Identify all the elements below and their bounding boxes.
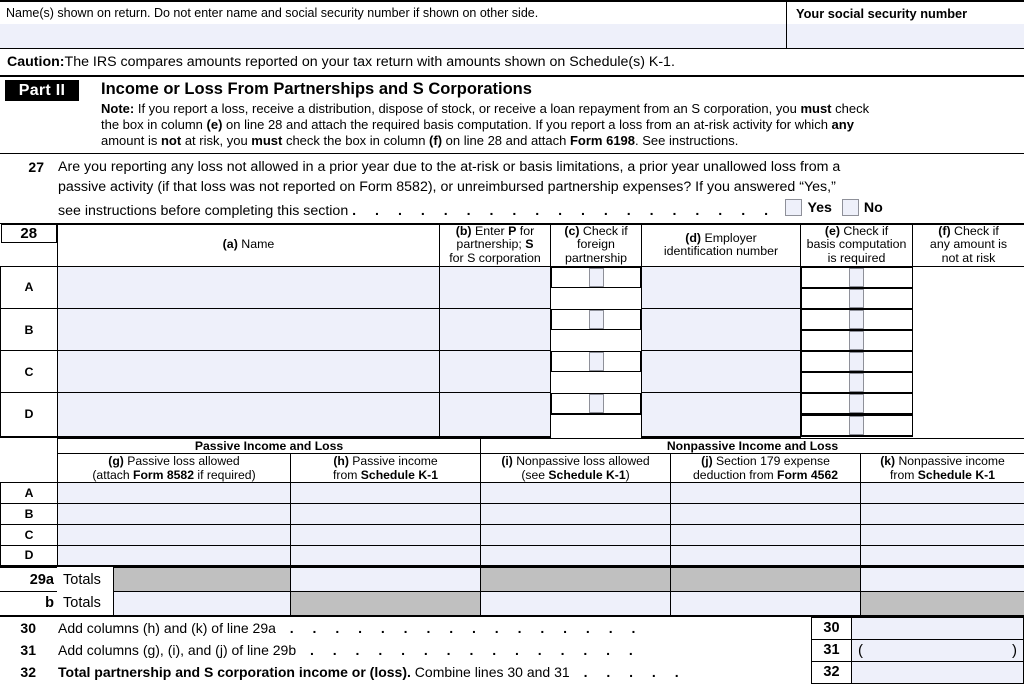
income-g-input-d[interactable] xyxy=(58,545,291,566)
line-27-yes-checkbox[interactable] xyxy=(785,199,802,216)
line-28-basis-checkbox-a[interactable] xyxy=(849,268,864,287)
line-28-name-input-b[interactable] xyxy=(58,309,440,351)
column-h-line-1: Passive income xyxy=(349,454,438,468)
line-27-text-line-2: passive activity (if that loss was not reported on Form 8582), or unreimbursed partnership expenses? If you answered “Yes,” xyxy=(58,179,836,195)
line-28-at-risk-cell-d xyxy=(801,415,913,437)
column-i-line-2-a: (see xyxy=(521,468,548,482)
line-28-foreign-cell-c xyxy=(551,351,641,372)
line-28-at-risk-cell-c xyxy=(801,372,913,393)
line-27-no-option[interactable] xyxy=(842,198,883,219)
line-31-box-number: 31 xyxy=(812,639,852,661)
nonpassive-section-title: Nonpassive Income and Loss xyxy=(481,438,1024,453)
column-d-header: (d) Employer identification number xyxy=(642,224,801,266)
line-28-at-risk-checkbox-d[interactable] xyxy=(849,416,864,435)
line-28-at-risk-checkbox-b[interactable] xyxy=(849,331,864,350)
line-31-text: Add columns (g), (i), and (j) of line 29b xyxy=(58,642,296,658)
income-row-label-c: C xyxy=(1,524,58,545)
column-j-line-1: Section 179 expense xyxy=(713,454,830,468)
column-g-header xyxy=(58,453,291,482)
note-line2-a: the box in column xyxy=(101,117,207,132)
income-k-input-d[interactable] xyxy=(861,545,1024,566)
line-31-amount-cell xyxy=(852,639,1024,661)
line-27-text-line-3: see instructions before completing this section xyxy=(58,202,348,218)
income-row-label-d: D xyxy=(1,545,58,566)
column-a-tag: (a) xyxy=(223,237,238,251)
line-29b-row xyxy=(0,592,1024,616)
income-j-input-d[interactable] xyxy=(671,545,861,566)
line-28-p-or-s-input-a[interactable] xyxy=(440,266,551,309)
column-d-tag: (d) xyxy=(685,231,701,245)
line-28-name-input-d[interactable] xyxy=(58,393,440,437)
note-column-e: (e) xyxy=(207,117,223,132)
line-30-text: Add columns (h) and (k) of line 29a xyxy=(58,620,276,636)
passive-section-title: Passive Income and Loss xyxy=(58,438,481,453)
line-28-basis-checkbox-b[interactable] xyxy=(849,310,864,329)
line-28-ein-input-b[interactable] xyxy=(642,309,801,351)
column-e-tag: (e) xyxy=(825,224,840,238)
note-form-6198: Form 6198 xyxy=(570,133,635,148)
line-29b-h-cell xyxy=(290,592,480,616)
column-h-header xyxy=(291,453,481,482)
note-must-2: must xyxy=(251,133,282,148)
line-32-text-bold: Total partnership and S corporation income or (loss). xyxy=(58,664,411,680)
line-32-text-rest: Combine lines 30 and 31 xyxy=(411,664,570,680)
line-27-number: 27 xyxy=(0,157,44,221)
line-28-foreign-cell-d xyxy=(551,393,641,415)
column-h-tag: (h) xyxy=(333,454,349,468)
line-31-paren-wrapper xyxy=(852,642,1023,659)
line-28-foreign-checkbox-c[interactable] xyxy=(589,352,604,371)
income-h-input-d[interactable] xyxy=(291,545,481,566)
line-28-basis-cell-c xyxy=(801,351,913,372)
table-row xyxy=(1,266,1024,309)
line-29b-label: Totals xyxy=(57,592,113,616)
social-security-number-block xyxy=(787,2,1024,48)
table-row xyxy=(1,545,1024,566)
line-28-at-risk-cell-b xyxy=(801,330,913,351)
line-31-number: 31 xyxy=(0,639,44,661)
column-i-header xyxy=(481,453,671,482)
line-28-foreign-checkbox-a[interactable] xyxy=(589,268,604,287)
line-29b-g-input[interactable] xyxy=(113,592,290,616)
totals-table xyxy=(0,567,1024,617)
part-ii-badge: Part II xyxy=(5,80,79,101)
line-28-row-label-d: D xyxy=(1,393,58,437)
names-shown-on-return-block xyxy=(0,2,787,48)
income-j-input-b[interactable] xyxy=(671,503,861,524)
column-i-line-2-c: ) xyxy=(626,468,630,482)
note-line3-b: at risk, you xyxy=(181,133,251,148)
line-28-p-or-s-input-d[interactable] xyxy=(440,393,551,437)
names-shown-on-return-label: Name(s) shown on return. Do not enter name and social security number if shown on other side. xyxy=(0,2,786,24)
line-28-ein-input-c[interactable] xyxy=(642,351,801,393)
line-28-basis-cell-a xyxy=(801,267,913,288)
income-row-label-b: B xyxy=(1,503,58,524)
line-28-p-or-s-input-c[interactable] xyxy=(440,351,551,393)
line-28-row-label-c: C xyxy=(1,351,58,393)
line-28-basis-cell-d xyxy=(801,393,913,415)
column-g-tag: (g) xyxy=(108,454,124,468)
column-i-tag: (i) xyxy=(501,454,513,468)
line-28-foreign-checkbox-b[interactable] xyxy=(589,310,604,329)
line-31-row xyxy=(0,639,1024,661)
line-28-number: 28 xyxy=(1,224,58,243)
line-31-leader-dots: . . . . . . . . . . . . . . . xyxy=(310,642,640,658)
column-j-tag: (j) xyxy=(701,454,713,468)
income-i-input-a[interactable] xyxy=(481,482,671,503)
column-h-line-2-a: from xyxy=(333,468,361,482)
income-g-input-c[interactable] xyxy=(58,524,291,545)
column-b-tag: (b) xyxy=(456,224,472,238)
line-32-row xyxy=(0,661,1024,683)
note-line3-e: . See instructions. xyxy=(635,133,738,148)
line-32-description xyxy=(44,661,812,683)
line-29a-h-input[interactable] xyxy=(290,568,480,592)
table-row xyxy=(1,482,1024,503)
column-c-tag: (c) xyxy=(564,224,579,238)
line-28-ein-input-d[interactable] xyxy=(642,393,801,437)
part-ii-note xyxy=(101,99,869,150)
note-not: not xyxy=(161,133,181,148)
column-e-header: (e) Check if basis computation is required xyxy=(801,224,913,266)
income-row-label-a: A xyxy=(1,482,58,503)
income-j-input-c[interactable] xyxy=(671,524,861,545)
column-j-line-2-a: deduction from xyxy=(693,468,777,482)
lines-30-32-table xyxy=(0,617,1024,684)
note-must-1: must xyxy=(800,101,831,116)
column-j-header xyxy=(671,453,861,482)
income-i-input-d[interactable] xyxy=(481,545,671,566)
income-k-input-a[interactable] xyxy=(861,482,1024,503)
income-k-input-b[interactable] xyxy=(861,503,1024,524)
name-and-ssn-band xyxy=(0,0,1024,49)
line-28-name-input-a[interactable] xyxy=(58,266,440,309)
line-29b-number: b xyxy=(0,592,57,616)
line-28-ein-input-a[interactable] xyxy=(642,266,801,309)
line-27-text-line-1: Are you reporting any loss not allowed in a prior year due to the at-risk or basis limitations, a prior year unallowed loss from a xyxy=(58,159,840,175)
note-line1-b: check xyxy=(832,101,870,116)
column-h-schedule-k1: Schedule K-1 xyxy=(361,468,438,482)
column-k-line-2-a: from xyxy=(890,468,918,482)
table-row xyxy=(1,351,1024,393)
line-32-box-number: 32 xyxy=(812,661,852,683)
column-f-tag: (f) xyxy=(938,224,950,238)
column-k-schedule-k1: Schedule K-1 xyxy=(918,468,995,482)
line-27-leader-dots: . . . . . . . . . . . . . . . . . . . xyxy=(352,202,775,218)
column-g-form-8582: Form 8582 xyxy=(133,468,194,482)
column-b-header: (b) Enter P for partnership; S for S corporation xyxy=(440,224,551,266)
part-ii-header xyxy=(0,77,1024,154)
line-29a-k-input[interactable] xyxy=(860,568,1024,592)
column-k-header xyxy=(861,453,1024,482)
line-29b-j-input[interactable] xyxy=(670,592,860,616)
column-i-schedule-k1: Schedule K-1 xyxy=(548,468,625,482)
part-ii-title: Income or Loss From Partnerships and S Corporations xyxy=(101,77,869,99)
column-g-line-2-a: (attach xyxy=(92,468,133,482)
income-h-input-c[interactable] xyxy=(291,524,481,545)
social-security-number-label: Your social security number xyxy=(787,2,1024,24)
line-28-at-risk-checkbox-c[interactable] xyxy=(849,373,864,392)
line-29a-number: 29a xyxy=(0,568,57,592)
line-28-row-label-b: B xyxy=(1,309,58,351)
line-28-at-risk-cell-a xyxy=(801,288,913,309)
column-c-header: (c) Check if foreign partnership xyxy=(551,224,642,266)
line-29a-i-cell xyxy=(480,568,670,592)
income-j-input-a[interactable] xyxy=(671,482,861,503)
social-security-number-input[interactable] xyxy=(787,24,1024,48)
column-g-line-2-c: if required) xyxy=(194,468,256,482)
note-line1-a: If you report a loss, receive a distribution, dispose of stock, or receive a loan repayment from an S corporation, you xyxy=(134,101,800,116)
note-line2-b: on line 28 and attach the required basis computation. If you report a loss from an at-risk activity for which xyxy=(222,117,831,132)
line-30-row xyxy=(0,617,1024,639)
line-28-foreign-cell-b xyxy=(551,309,641,330)
income-h-input-b[interactable] xyxy=(291,503,481,524)
line-32-leader-dots: . . . . . xyxy=(584,664,687,680)
line-30-box-number: 30 xyxy=(812,617,852,639)
line-29a-j-cell xyxy=(670,568,860,592)
note-any: any xyxy=(832,117,854,132)
line-27-no-checkbox[interactable] xyxy=(842,199,859,216)
line-27-text xyxy=(44,157,1024,221)
line-27-yes-option[interactable] xyxy=(785,198,831,219)
income-h-input-a[interactable] xyxy=(291,482,481,503)
line-28-foreign-cell-a xyxy=(551,267,641,288)
table-row xyxy=(1,503,1024,524)
note-line3-a: amount is xyxy=(101,133,161,148)
line-27-no-label: No xyxy=(864,198,883,219)
line-28-basis-cell-b xyxy=(801,309,913,330)
table-row xyxy=(1,393,1024,437)
column-i-line-1: Nonpassive loss allowed xyxy=(513,454,650,468)
line-28-name-input-c[interactable] xyxy=(58,351,440,393)
income-g-input-b[interactable] xyxy=(58,503,291,524)
income-i-input-b[interactable] xyxy=(481,503,671,524)
passive-nonpassive-table xyxy=(0,438,1024,568)
column-j-form-4562: Form 4562 xyxy=(777,468,838,482)
line-29a-row xyxy=(0,568,1024,592)
line-28-header-row xyxy=(1,224,1024,266)
column-g-line-1: Passive loss allowed xyxy=(124,454,240,468)
line-30-description xyxy=(44,617,812,639)
line-28-table xyxy=(0,224,1024,438)
line-29a-g-cell xyxy=(113,568,290,592)
line-28-basis-checkbox-d[interactable] xyxy=(849,394,864,413)
note-line3-d: on line 28 and attach xyxy=(442,133,570,148)
line-28-at-risk-checkbox-a[interactable] xyxy=(849,289,864,308)
line-28-basis-checkbox-c[interactable] xyxy=(849,352,864,371)
note-label: Note: xyxy=(101,101,134,116)
table-row xyxy=(1,524,1024,545)
caution-text: The IRS compares amounts reported on your tax return with amounts shown on Schedule(s) K-1. xyxy=(65,54,675,70)
income-k-input-c[interactable] xyxy=(861,524,1024,545)
line-30-leader-dots: . . . . . . . . . . . . . . . . xyxy=(290,620,643,636)
income-i-input-c[interactable] xyxy=(481,524,671,545)
line-29a-label: Totals xyxy=(57,568,113,592)
income-section-band-row xyxy=(1,438,1024,453)
caution-notice xyxy=(0,49,1024,77)
line-28-row-label-a: A xyxy=(1,266,58,309)
column-k-tag: (k) xyxy=(880,454,895,468)
column-k-line-1: Nonpassive income xyxy=(895,454,1005,468)
income-columns-header-row xyxy=(1,453,1024,482)
line-27-yes-label: Yes xyxy=(807,198,831,219)
column-f-header: (f) Check if any amount is not at risk xyxy=(913,224,1024,266)
line-31-paren-close: ) xyxy=(1012,642,1017,659)
caution-label: Caution: xyxy=(7,54,65,70)
line-27 xyxy=(0,154,1024,224)
note-line3-c: check the box in column xyxy=(282,133,429,148)
line-31-description xyxy=(44,639,812,661)
column-a-header xyxy=(58,224,440,266)
line-28-p-or-s-input-b[interactable] xyxy=(440,309,551,351)
line-29b-i-input[interactable] xyxy=(480,592,670,616)
line-32-amount-input[interactable] xyxy=(852,661,1024,683)
part-ii-body xyxy=(101,77,875,150)
line-31-paren-open: ( xyxy=(858,642,863,659)
note-column-f: (f) xyxy=(429,133,442,148)
line-29b-k-cell xyxy=(860,592,1024,616)
table-row xyxy=(1,309,1024,351)
line-32-number: 32 xyxy=(0,661,44,683)
line-30-amount-input[interactable] xyxy=(852,617,1024,639)
line-30-number: 30 xyxy=(0,617,44,639)
column-a-label: Name xyxy=(238,237,275,251)
line-28-foreign-checkbox-d[interactable] xyxy=(589,394,604,413)
names-shown-on-return-input[interactable] xyxy=(0,24,786,48)
income-g-input-a[interactable] xyxy=(58,482,291,503)
